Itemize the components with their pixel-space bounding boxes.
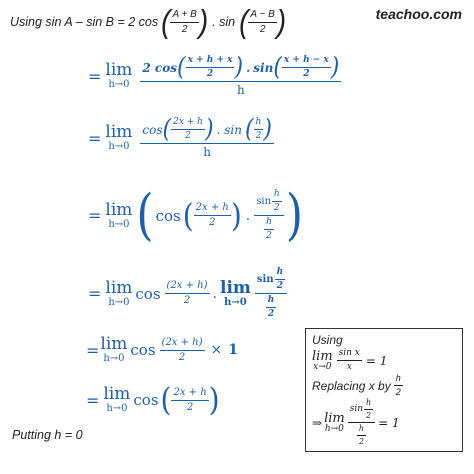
equals-sign: = xyxy=(88,128,102,148)
standard-limit xyxy=(312,349,456,372)
identity-line xyxy=(10,3,287,40)
lim-subscript: h→0 xyxy=(224,296,247,308)
arg-denominator: 2 xyxy=(209,217,216,228)
lim-subscript: h→0 xyxy=(108,141,130,152)
arg-numerator: h xyxy=(266,296,277,308)
paren-close: ) xyxy=(204,114,214,144)
sin-argument xyxy=(272,190,282,213)
paren-close: ) xyxy=(263,114,272,144)
fraction-numerator xyxy=(348,399,375,423)
cos-argument xyxy=(186,56,235,79)
paren-open: ( xyxy=(177,52,186,82)
paren-open: ( xyxy=(273,52,282,82)
lim-subscript: h→0 xyxy=(108,79,130,90)
fraction-denominator: 2 xyxy=(259,23,266,35)
arg-numerator: h xyxy=(275,268,286,280)
putting-h-zero: Putting h = 0 xyxy=(12,428,83,442)
limit-operator xyxy=(105,62,132,90)
step-2-fraction xyxy=(140,114,274,159)
sin-term: sin xyxy=(349,404,364,414)
arg-denominator: 2 xyxy=(183,295,191,306)
arg-numerator: x + h − x xyxy=(282,56,331,68)
identity-mid: . sin xyxy=(212,15,236,29)
cos-argument xyxy=(160,338,205,363)
arg-denominator: 2 xyxy=(185,131,191,141)
arg-numerator: 2x + h xyxy=(171,388,208,401)
step-1-fraction xyxy=(140,52,341,97)
arg-denominator: 2 xyxy=(274,203,280,213)
step-1 xyxy=(88,52,341,97)
paren-close: ) xyxy=(208,380,220,419)
equals-sign: = xyxy=(88,284,102,303)
brand-logo: teachoo.com xyxy=(375,6,462,22)
arg-denominator: 2 xyxy=(267,309,275,319)
sin-argument xyxy=(282,56,331,79)
arg-numerator: h xyxy=(254,118,264,130)
fraction-denominator: h xyxy=(237,83,245,97)
limit-operator xyxy=(100,336,127,364)
lim-word: lim xyxy=(312,348,333,364)
arg-denominator: 2 xyxy=(266,231,272,241)
lim-subscript: h→0 xyxy=(106,403,128,414)
h-over-2 xyxy=(394,374,403,397)
cos-term: cos xyxy=(130,341,156,359)
paren-close: ) xyxy=(276,3,287,40)
arg-numerator: 2x + h xyxy=(194,203,231,216)
sin-ratio-fraction xyxy=(255,268,287,319)
arg-denominator: 2 xyxy=(358,437,364,446)
implies-arrow: ⇒ xyxy=(312,415,323,430)
equals-sign: = xyxy=(86,340,100,360)
dot-sin: . sin xyxy=(216,122,242,137)
paren-open: ( xyxy=(161,3,171,40)
fraction-denominator: h xyxy=(203,145,212,159)
equals-sign: = xyxy=(88,66,102,86)
arg-numerator: (2x + h) xyxy=(160,338,205,351)
lim-word: lim xyxy=(105,122,133,142)
arg-denominator: 2 xyxy=(186,401,194,413)
paren-open: ( xyxy=(244,114,254,144)
paren-open: ( xyxy=(182,195,194,234)
using-label: Using xyxy=(312,333,343,347)
lim-word: lim xyxy=(105,277,133,298)
fraction-numerator: A + B xyxy=(170,10,198,23)
arg-denominator: 2 xyxy=(366,411,372,420)
fraction-numerator xyxy=(254,190,284,216)
identity-prefix: Using sin A – sin B = 2 cos xyxy=(10,15,159,29)
lim-word: lim xyxy=(105,60,133,80)
arg-denominator: 2 xyxy=(255,131,262,141)
big-paren-open: ( xyxy=(136,183,154,247)
arg-numerator: h xyxy=(364,399,373,410)
cos-term: 2 cos xyxy=(142,60,177,75)
sin-h2-over-h2 xyxy=(348,399,375,446)
arg-numerator: x + h + x xyxy=(186,56,235,68)
arg-denominator: 2 xyxy=(276,281,283,291)
value-one: 1 xyxy=(228,342,239,358)
limit-operator-bold xyxy=(219,277,251,308)
paren-close: ) xyxy=(330,52,340,82)
arg-denominator: 2 xyxy=(178,351,186,363)
step-5 xyxy=(86,336,238,364)
limit-operator xyxy=(105,124,132,152)
dot-operator: . xyxy=(212,285,217,302)
paren-close: ) xyxy=(234,52,244,82)
arg-numerator: h xyxy=(357,425,366,436)
implies-line xyxy=(312,399,456,446)
lim-word: lim xyxy=(100,334,128,354)
paren-open: ( xyxy=(160,380,172,419)
equals-one: = 1 xyxy=(365,353,388,368)
cos-term: cos xyxy=(155,206,181,225)
dot-operator: . xyxy=(245,207,251,224)
lim-subscript: x→0 xyxy=(313,361,332,372)
step-3 xyxy=(88,183,303,247)
arg-denominator: 2 xyxy=(303,69,310,79)
cos-term: cos xyxy=(133,391,159,409)
limit-operator xyxy=(103,386,130,414)
lim-subscript: h→0 xyxy=(103,353,125,364)
fraction-numerator xyxy=(140,114,274,144)
side-note-box xyxy=(305,328,463,452)
arg-numerator: h xyxy=(264,218,274,230)
limit-operator xyxy=(312,350,333,372)
fraction-denominator: x xyxy=(346,362,352,372)
fraction-denominator xyxy=(357,423,366,446)
step-2 xyxy=(88,114,274,159)
sin-argument xyxy=(254,118,264,141)
cos-argument xyxy=(171,388,208,413)
sin-argument xyxy=(275,268,286,291)
fraction-denominator: 2 xyxy=(395,387,401,397)
fraction-numerator xyxy=(255,268,287,294)
paren-close: ) xyxy=(198,3,209,40)
arg-numerator: 2x + h xyxy=(171,118,205,130)
paren-open: ( xyxy=(239,3,249,40)
sin-term: sin xyxy=(253,60,274,75)
fraction-denominator: 2 xyxy=(181,23,188,35)
lim-subscript: h→0 xyxy=(324,423,344,434)
arg-numerator: h xyxy=(272,190,282,202)
limit-operator xyxy=(324,412,345,434)
fraction-denominator xyxy=(266,294,277,319)
replacing-line xyxy=(312,374,456,397)
cos-argument xyxy=(171,118,205,141)
sinx-over-x xyxy=(337,349,362,372)
cos-argument xyxy=(194,203,231,228)
replacing-label: Replacing x by xyxy=(312,378,391,393)
dot-operator: . xyxy=(246,60,251,75)
sin-ratio-fraction xyxy=(254,190,284,241)
cos-term: cos xyxy=(135,284,161,303)
equals-sign: = xyxy=(88,206,102,225)
step-6 xyxy=(86,380,220,419)
limit-operator xyxy=(105,277,133,308)
lim-subscript: h→0 xyxy=(108,296,130,308)
fraction-numerator xyxy=(140,52,341,82)
fraction-numerator: sin x xyxy=(337,349,362,361)
sin-term: sin xyxy=(256,195,272,207)
equals-one: = 1 xyxy=(378,415,400,430)
lim-word: lim xyxy=(219,277,251,298)
limit-operator xyxy=(105,199,133,230)
lim-word: lim xyxy=(324,410,345,426)
equals-sign: = xyxy=(86,390,100,410)
fraction-numerator: h xyxy=(394,374,403,386)
lim-word: lim xyxy=(105,199,133,220)
sin-argument xyxy=(364,399,373,420)
sin-term: sin xyxy=(256,273,274,285)
cos-argument xyxy=(165,281,210,306)
fraction-numerator: A − B xyxy=(248,10,276,23)
big-paren-close: ) xyxy=(285,183,303,247)
identity-fraction-2 xyxy=(248,10,276,35)
identity-fraction-1 xyxy=(170,10,198,35)
cos-term: cos xyxy=(142,122,163,137)
paren-close: ) xyxy=(230,195,242,234)
lim-subscript: h→0 xyxy=(108,218,130,230)
arg-numerator: (2x + h) xyxy=(165,281,210,294)
lim-word: lim xyxy=(103,384,131,404)
arg-denominator: 2 xyxy=(206,69,214,79)
step-4 xyxy=(88,268,287,319)
times-sign: × xyxy=(210,342,223,358)
paren-open: ( xyxy=(162,114,172,144)
fraction-denominator xyxy=(264,216,274,241)
